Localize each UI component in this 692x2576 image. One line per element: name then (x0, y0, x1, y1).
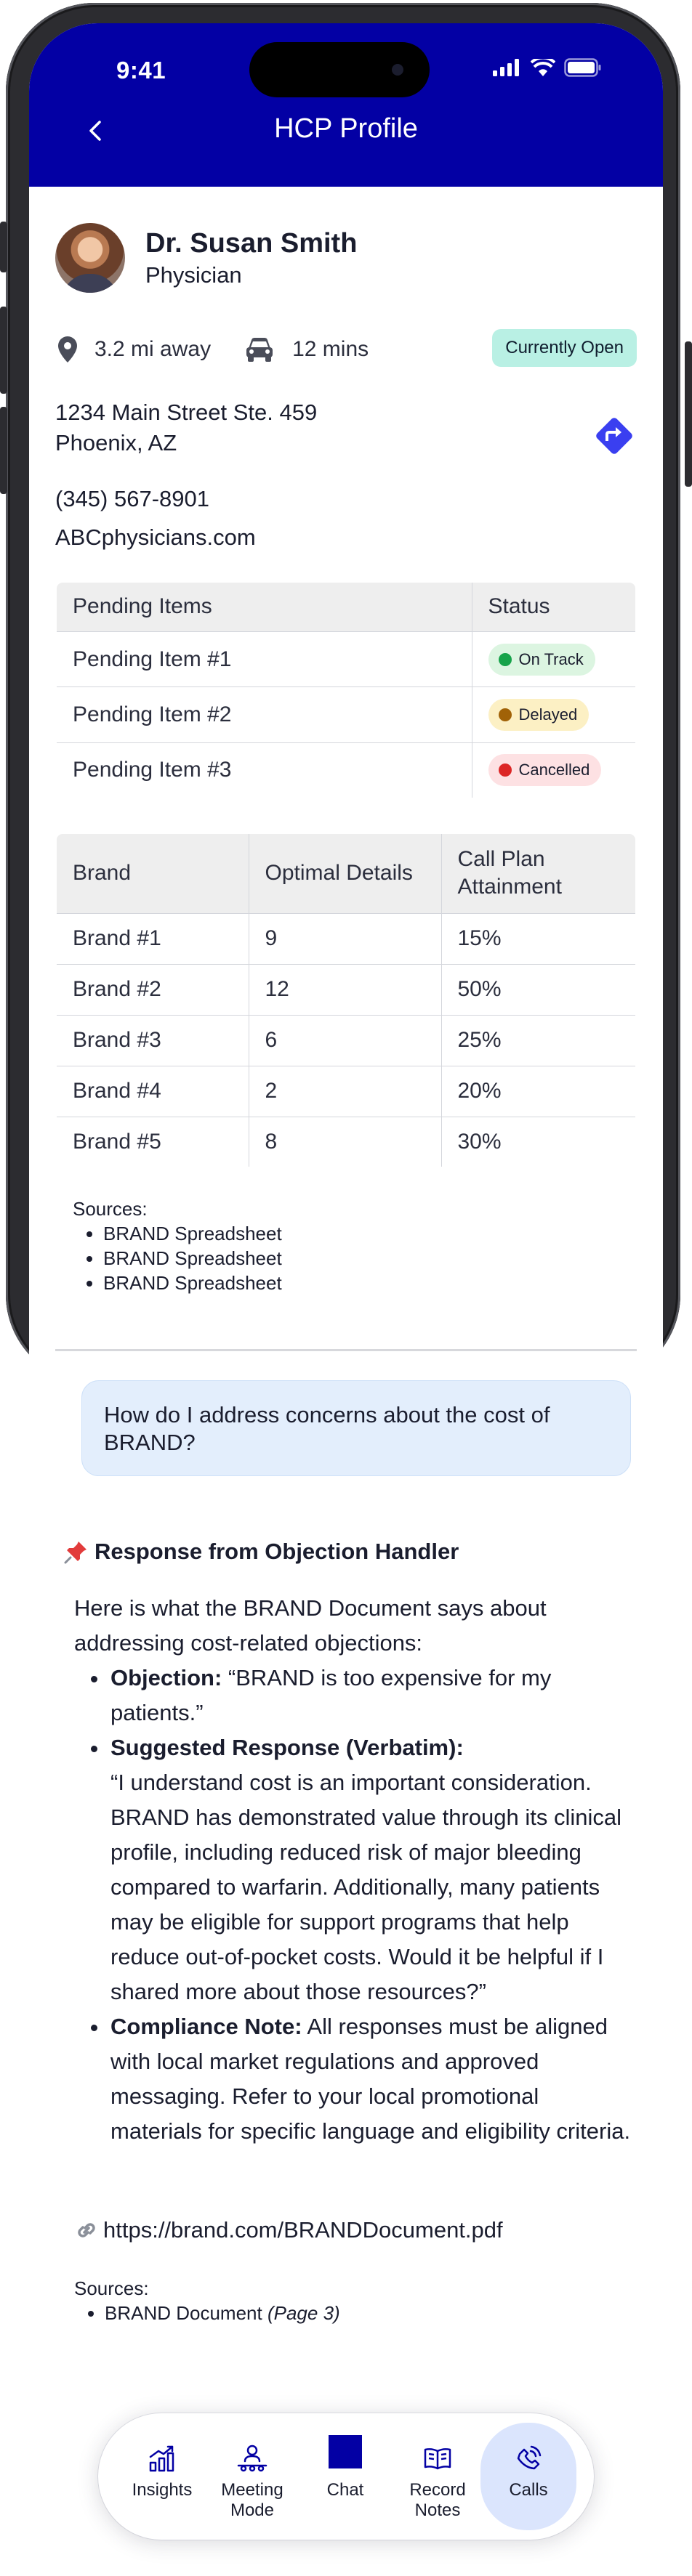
response-point (109, 1730, 634, 2009)
optimal-details-cell: 9 (249, 913, 441, 964)
response-sources (74, 2276, 340, 2325)
phone-icon (514, 2444, 543, 2473)
column-header: Brand (56, 833, 249, 913)
car-icon (244, 336, 275, 363)
pending-item-cell: Pending Item #2 (56, 687, 472, 743)
nav-label: Calls (509, 2480, 548, 2500)
status-label: On Track (518, 649, 584, 668)
response-point (109, 1661, 634, 1730)
pending-items-table (55, 581, 637, 799)
table-row[interactable] (56, 742, 636, 798)
status-icons (493, 58, 602, 77)
volume-down-button (0, 407, 7, 494)
sources-label: Sources: (74, 2277, 149, 2299)
optimal-details-cell: 12 (249, 964, 441, 1015)
battery-icon (564, 58, 602, 77)
column-header: Pending Items (56, 582, 472, 631)
table-row (56, 1015, 636, 1066)
drive-time-text: 12 mins (292, 337, 369, 361)
response-title: Response from Objection Handler (94, 1539, 459, 1564)
nav-label: Record Notes (409, 2480, 466, 2520)
pushpin-icon (64, 1539, 89, 1564)
table-row (56, 1117, 636, 1167)
page-title: HCP Profile (274, 113, 418, 144)
response-point (109, 2009, 634, 2149)
hcp-name: Dr. Susan Smith (145, 227, 358, 259)
power-button (685, 341, 692, 487)
nav-calls[interactable] (480, 2423, 576, 2530)
source-item[interactable]: • BRAND Spreadsheet (103, 1221, 282, 1246)
user-question-bubble: How do I address concerns about the cost of BRAND? (81, 1380, 631, 1476)
screen (29, 23, 663, 1404)
brand-cell: Brand #4 (56, 1066, 249, 1117)
status-dot (499, 764, 512, 777)
brand-cell: Brand #2 (56, 964, 249, 1015)
nav-record-notes[interactable] (394, 2431, 481, 2525)
source-doc: BRAND Document (105, 2302, 267, 2324)
point-label: Suggested Response (Verbatim): (110, 1735, 464, 1760)
status-dot (499, 653, 512, 666)
status-badge (488, 644, 595, 676)
attainment-cell: 30% (441, 1117, 636, 1167)
table-row (56, 1066, 636, 1117)
attainment-cell: 15% (441, 913, 636, 964)
camera-icon (392, 64, 403, 76)
table-row (56, 913, 636, 964)
wifi-icon (531, 59, 555, 76)
dynamic-island (249, 42, 430, 97)
response-body (74, 1591, 634, 2149)
attainment-cell: 50% (441, 964, 636, 1015)
brand-cell: Brand #5 (56, 1117, 249, 1167)
response-header (64, 1539, 459, 1565)
pending-item-cell: Pending Item #1 (56, 631, 472, 687)
document-link[interactable] (74, 2217, 503, 2243)
divider (55, 1349, 637, 1351)
brand-cell: Brand #3 (56, 1015, 249, 1066)
column-header: Call Plan Attainment (441, 833, 636, 913)
website-link[interactable]: ABCphysicians.com (55, 524, 256, 550)
response-intro: Here is what the BRAND Document says about addressing cost-related objections: (74, 1595, 547, 1656)
avatar (55, 223, 125, 293)
point-text: “I understand cost is an important consideration. BRAND has demonstrated value through its clinical profile, including reduced risk of major bleeding compared to warfarin. Additionally, many patients may be eligible for support programs that help reduce out-of-pocket costs. Would it be helpful if I shared more about those resources?” (110, 1770, 622, 2004)
address (55, 397, 317, 458)
bottom-nav (98, 2413, 594, 2540)
optimal-details-cell: 2 (249, 1066, 441, 1117)
profile-header (55, 223, 357, 293)
nav-label: Insights (132, 2480, 193, 2500)
volume-up-button (0, 307, 7, 394)
source-item[interactable]: • BRAND Spreadsheet (103, 1271, 282, 1295)
pending-item-cell: Pending Item #3 (56, 742, 472, 798)
optimal-details-cell: 8 (249, 1117, 441, 1167)
hcp-role: Physician (145, 262, 242, 288)
nav-insights[interactable] (118, 2431, 206, 2525)
status-badge (488, 754, 602, 786)
address-line-2: Phoenix, AZ (55, 430, 177, 455)
sources-label: Sources: (73, 1198, 148, 1220)
location-pin-icon (55, 335, 80, 364)
brand-table (55, 833, 637, 1168)
chart-icon (148, 2444, 177, 2473)
status-badge (488, 699, 590, 731)
status-label: Cancelled (518, 761, 590, 779)
point-label: Objection: (110, 1665, 222, 1690)
open-status-badge: Currently Open (492, 329, 637, 367)
app-header (29, 23, 663, 187)
profile-sources (73, 1196, 282, 1295)
nav-chat[interactable] (302, 2431, 389, 2525)
book-icon (422, 2445, 453, 2473)
point-label: Compliance Note: (110, 2014, 302, 2039)
nav-label: Meeting Mode (221, 2480, 283, 2520)
source-item[interactable] (105, 2301, 340, 2325)
document-link-text[interactable]: https://brand.com/BRANDDocument.pdf (103, 2217, 503, 2243)
location-meta (55, 329, 637, 370)
cellular-signal-icon (493, 59, 522, 76)
column-header: Optimal Details (249, 833, 441, 913)
nav-meeting-mode[interactable] (209, 2431, 296, 2525)
chat-square-icon (329, 2435, 362, 2468)
link-icon (74, 2219, 99, 2241)
source-page: (Page 3) (267, 2302, 340, 2324)
optimal-details-cell: 6 (249, 1015, 441, 1066)
table-row[interactable] (56, 631, 636, 687)
brand-cell: Brand #1 (56, 913, 249, 964)
attainment-cell: 20% (441, 1066, 636, 1117)
distance-text: 3.2 mi away (94, 337, 212, 361)
mute-switch (0, 222, 7, 272)
point-text: “BRAND is too expensive for my patients.” (110, 1665, 552, 1725)
column-header: Status (472, 582, 636, 631)
status-time: 9:41 (116, 57, 166, 84)
meeting-icon (236, 2444, 268, 2473)
table-row[interactable] (56, 687, 636, 743)
status-dot (499, 708, 512, 721)
attainment-cell: 25% (441, 1015, 636, 1066)
status-label: Delayed (518, 705, 578, 724)
nav-label: Chat (326, 2480, 364, 2500)
directions-icon[interactable] (590, 412, 638, 460)
phone-number[interactable]: (345) 567-8901 (55, 486, 209, 511)
address-line-1: 1234 Main Street Ste. 459 (55, 400, 318, 425)
table-row (56, 964, 636, 1015)
point-text: All responses must be aligned with local market regulations and approved messaging. Refer to your local promotional materials for specific language and eligibility criteria. (110, 2014, 631, 2144)
source-item[interactable]: • BRAND Spreadsheet (103, 1246, 282, 1271)
